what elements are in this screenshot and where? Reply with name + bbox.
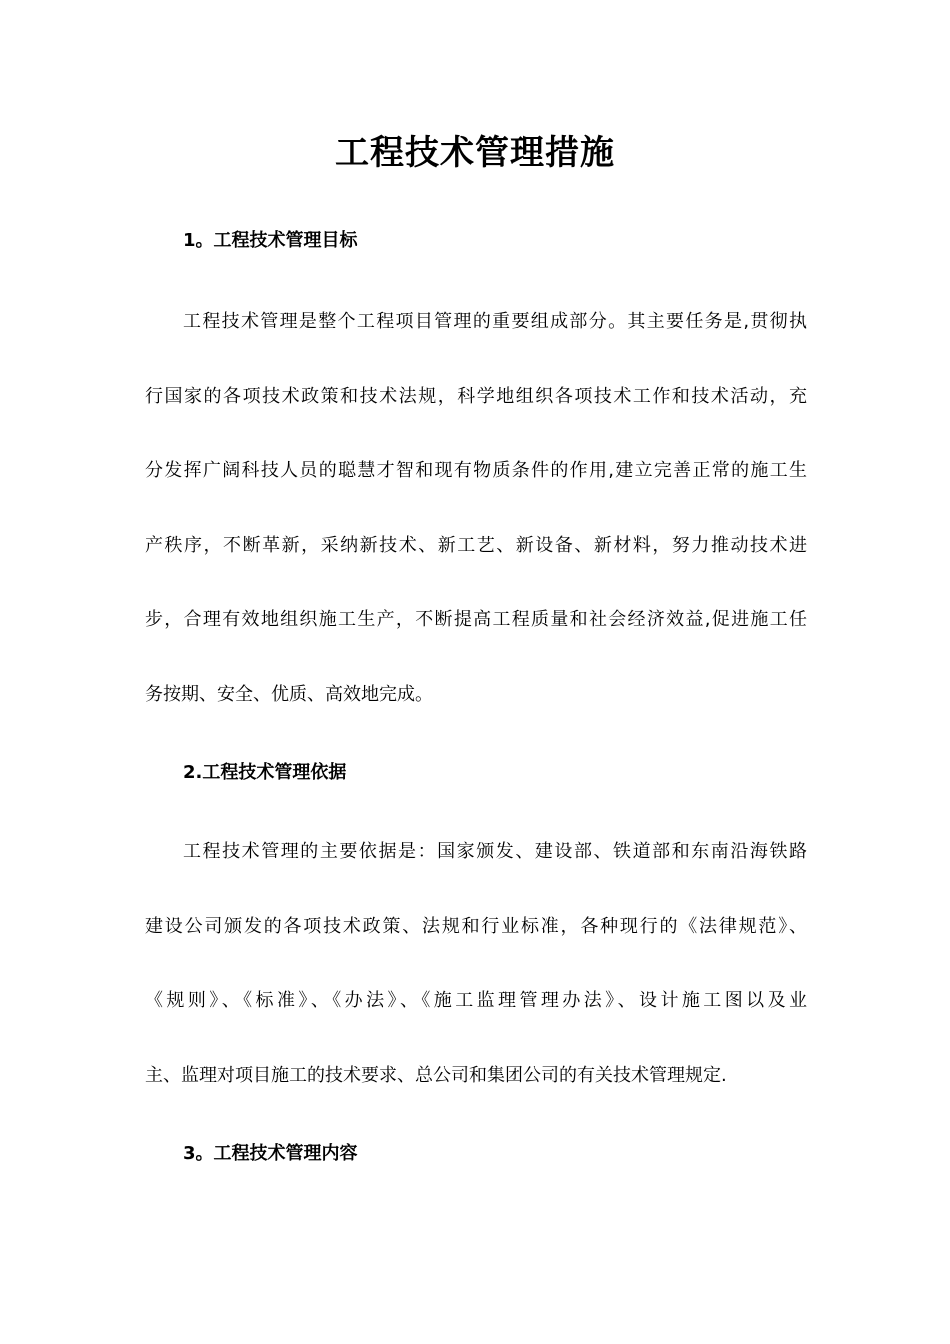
section-paragraph-goal	[145, 308, 807, 756]
paragraph-line: 分发挥广阔科技人员的聪慧才智和现有物质条件的作用,建立完善正常的施工生	[145, 460, 807, 482]
section-heading-basis: 2.工程技术管理依据	[183, 762, 347, 783]
section-paragraph-basis	[145, 838, 807, 1136]
section-heading-goal: 1。工程技术管理目标	[183, 230, 358, 251]
paragraph-line: 行国家的各项技术政策和技术法规，科学地组织各项技术工作和技术活动，充	[145, 385, 807, 407]
paragraph-line: 工程技术管理的主要依据是：国家颁发、建设部、铁道部和东南沿海铁路	[183, 841, 807, 862]
paragraph-line: 建设公司颁发的各项技术政策、法规和行业标准，各种现行的《法律规范》、	[145, 915, 807, 937]
paragraph-line: 务按期、安全、优质、高效地完成。	[145, 683, 433, 705]
paragraph-line: 步，合理有效地组织施工生产，不断提高工程质量和社会经济效益,促进施工任	[145, 609, 807, 631]
section-heading-content: 3。工程技术管理内容	[183, 1143, 358, 1164]
paragraph-line: 产秩序，不断革新，采纳新技术、新工艺、新设备、新材料，努力推动技术进	[145, 534, 807, 556]
paragraph-line: 主、监理对项目施工的技术要求、总公司和集团公司的有关技术管理规定.	[145, 1064, 727, 1086]
document-title: 工程技术管理措施	[335, 133, 615, 173]
paragraph-line: 《规则》、《标准》、《办法》、《施工监理管理办法》、设计施工图以及业	[145, 990, 807, 1012]
paragraph-line: 工程技术管理是整个工程项目管理的重要组成部分。其主要任务是,贯彻执	[183, 311, 807, 332]
